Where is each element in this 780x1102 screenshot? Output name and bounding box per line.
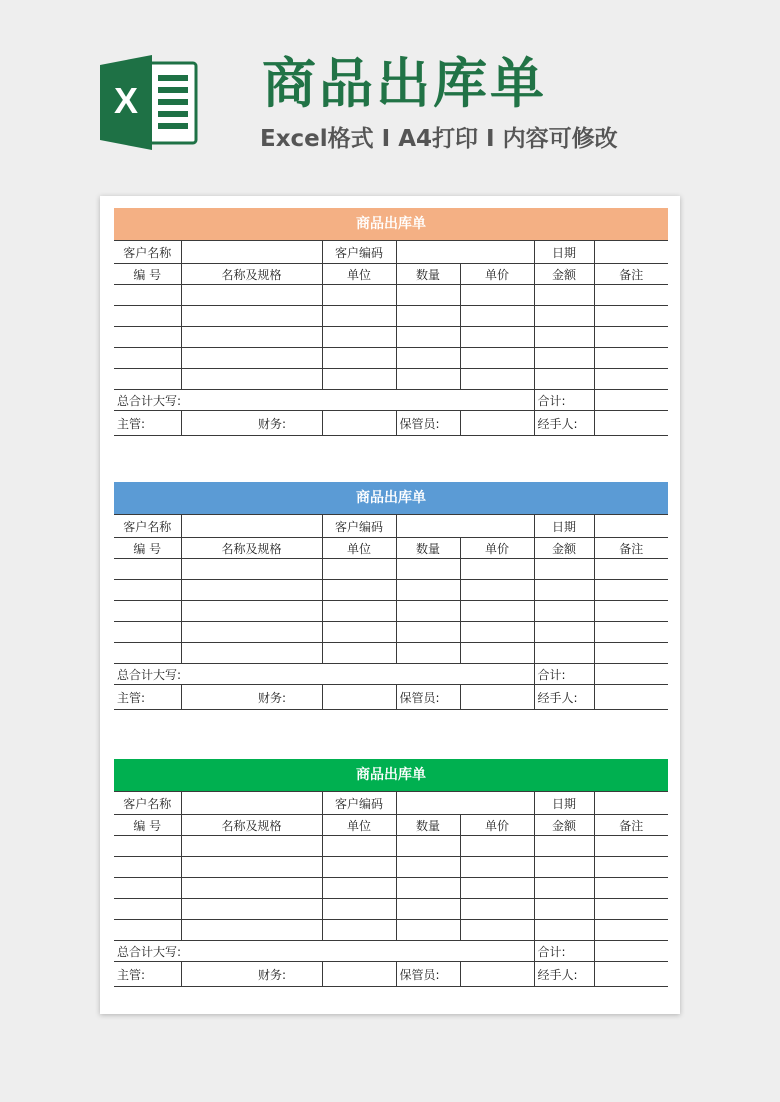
price-cell[interactable] [460, 878, 534, 899]
qty-cell[interactable] [396, 622, 460, 643]
price-cell[interactable] [460, 327, 534, 348]
price-cell[interactable] [460, 920, 534, 941]
customer-code-label: 客户编码 [322, 241, 396, 264]
col-header: 数量 [396, 538, 460, 559]
price-cell[interactable] [460, 836, 534, 857]
code-cell[interactable] [114, 580, 181, 601]
unit-cell[interactable] [322, 878, 396, 899]
amount-cell[interactable] [534, 559, 594, 580]
note-cell[interactable] [594, 327, 668, 348]
amount-cell[interactable] [534, 622, 594, 643]
unit-cell[interactable] [322, 327, 396, 348]
table-row [114, 369, 668, 390]
date-label: 日期 [534, 515, 594, 538]
date-field[interactable] [594, 792, 668, 815]
note-cell[interactable] [594, 622, 668, 643]
keeper-label: 保管员: [396, 685, 460, 710]
price-cell[interactable] [460, 348, 534, 369]
page-header [0, 0, 780, 180]
customer-row [114, 792, 668, 815]
total-row [114, 390, 668, 411]
price-cell[interactable] [460, 622, 534, 643]
code-cell[interactable] [114, 899, 181, 920]
finance-field[interactable] [322, 685, 396, 710]
qty-cell[interactable] [396, 878, 460, 899]
signature-row [114, 685, 668, 710]
price-cell[interactable] [460, 306, 534, 327]
note-cell[interactable] [594, 899, 668, 920]
unit-cell[interactable] [322, 836, 396, 857]
finance-field[interactable] [322, 962, 396, 987]
total-words-label: 总合计大写: [114, 941, 534, 962]
table-row [114, 348, 668, 369]
form-title-band: 商品出库单 [114, 759, 668, 791]
code-cell[interactable] [114, 857, 181, 878]
col-header: 备注 [594, 264, 668, 285]
col-header: 名称及规格 [181, 264, 322, 285]
spec-cell[interactable] [181, 878, 322, 899]
spec-cell[interactable] [181, 369, 322, 390]
customer-row [114, 515, 668, 538]
column-header-row [114, 815, 668, 836]
unit-cell[interactable] [322, 580, 396, 601]
price-cell[interactable] [460, 580, 534, 601]
qty-cell[interactable] [396, 285, 460, 306]
column-header-row [114, 538, 668, 559]
price-cell[interactable] [460, 601, 534, 622]
code-cell[interactable] [114, 348, 181, 369]
code-cell[interactable] [114, 920, 181, 941]
note-cell[interactable] [594, 306, 668, 327]
code-cell[interactable] [114, 285, 181, 306]
total-row [114, 664, 668, 685]
table-row [114, 878, 668, 899]
col-header: 单位 [322, 264, 396, 285]
total-field[interactable] [594, 941, 668, 962]
qty-cell[interactable] [396, 836, 460, 857]
unit-cell[interactable] [322, 306, 396, 327]
date-label: 日期 [534, 241, 594, 264]
spec-cell[interactable] [181, 622, 322, 643]
price-cell[interactable] [460, 899, 534, 920]
finance-label: 财务: [255, 411, 322, 436]
note-cell[interactable] [594, 285, 668, 306]
excel-logo-icon [100, 55, 200, 150]
customer-name-field[interactable] [181, 515, 322, 538]
finance-label: 财务: [255, 962, 322, 987]
keeper-label: 保管员: [396, 411, 460, 436]
table-row [114, 920, 668, 941]
finance-label: 财务: [255, 685, 322, 710]
col-header: 数量 [396, 815, 460, 836]
amount-cell[interactable] [534, 348, 594, 369]
qty-cell[interactable] [396, 899, 460, 920]
unit-cell[interactable] [322, 857, 396, 878]
date-label: 日期 [534, 792, 594, 815]
unit-cell[interactable] [322, 601, 396, 622]
handler-label: 经手人: [534, 685, 594, 710]
outbound-form-3 [114, 759, 668, 987]
note-cell[interactable] [594, 836, 668, 857]
spec-cell[interactable] [181, 559, 322, 580]
total-words-label: 总合计大写: [114, 664, 534, 685]
customer-name-label: 客户名称 [114, 515, 181, 538]
keeper-field[interactable] [460, 685, 534, 710]
amount-cell[interactable] [534, 836, 594, 857]
finance-field[interactable] [322, 411, 396, 436]
date-field[interactable] [594, 515, 668, 538]
signature-row [114, 411, 668, 436]
col-header: 金额 [534, 815, 594, 836]
amount-cell[interactable] [534, 369, 594, 390]
table-row [114, 899, 668, 920]
code-cell[interactable] [114, 601, 181, 622]
qty-cell[interactable] [396, 601, 460, 622]
handler-field[interactable] [594, 962, 668, 987]
code-cell[interactable] [114, 622, 181, 643]
svg-text:X: X [113, 80, 139, 121]
note-cell[interactable] [594, 580, 668, 601]
amount-cell[interactable] [534, 920, 594, 941]
handler-field[interactable] [594, 411, 668, 436]
handler-field[interactable] [594, 685, 668, 710]
supervisor-field[interactable] [181, 685, 255, 710]
price-cell[interactable] [460, 857, 534, 878]
spec-cell[interactable] [181, 285, 322, 306]
amount-cell[interactable] [534, 601, 594, 622]
outbound-form-1 [114, 208, 668, 436]
qty-cell[interactable] [396, 857, 460, 878]
paper-sheet [100, 196, 680, 1014]
customer-code-label: 客户编码 [322, 515, 396, 538]
unit-cell[interactable] [322, 920, 396, 941]
amount-cell[interactable] [534, 878, 594, 899]
page-title: 商品出库单 [262, 52, 547, 115]
table-row [114, 857, 668, 878]
supervisor-field[interactable] [181, 962, 255, 987]
col-header: 编 号 [114, 264, 181, 285]
table-row [114, 601, 668, 622]
form-title-band: 商品出库单 [114, 482, 668, 514]
total-field[interactable] [594, 390, 668, 411]
date-field[interactable] [594, 241, 668, 264]
price-cell[interactable] [460, 369, 534, 390]
total-label: 合计: [534, 941, 594, 962]
col-header: 单位 [322, 815, 396, 836]
note-cell[interactable] [594, 878, 668, 899]
customer-name-field[interactable] [181, 241, 322, 264]
amount-cell[interactable] [534, 643, 594, 664]
amount-cell[interactable] [534, 285, 594, 306]
col-header: 单价 [460, 815, 534, 836]
unit-cell[interactable] [322, 559, 396, 580]
code-cell[interactable] [114, 643, 181, 664]
unit-cell[interactable] [322, 622, 396, 643]
spec-cell[interactable] [181, 348, 322, 369]
price-cell[interactable] [460, 285, 534, 306]
qty-cell[interactable] [396, 348, 460, 369]
col-header: 编 号 [114, 815, 181, 836]
spec-cell[interactable] [181, 643, 322, 664]
total-words-label: 总合计大写: [114, 390, 534, 411]
table-row [114, 285, 668, 306]
customer-name-field[interactable] [181, 792, 322, 815]
col-header: 单位 [322, 538, 396, 559]
table-row [114, 327, 668, 348]
amount-cell[interactable] [534, 857, 594, 878]
qty-cell[interactable] [396, 643, 460, 664]
supervisor-label: 主管: [114, 962, 181, 987]
note-cell[interactable] [594, 601, 668, 622]
code-cell[interactable] [114, 559, 181, 580]
note-cell[interactable] [594, 369, 668, 390]
qty-cell[interactable] [396, 306, 460, 327]
customer-name-label: 客户名称 [114, 792, 181, 815]
qty-cell[interactable] [396, 580, 460, 601]
table-row [114, 622, 668, 643]
form-table [114, 791, 668, 987]
supervisor-label: 主管: [114, 685, 181, 710]
supervisor-field[interactable] [181, 411, 255, 436]
keeper-label: 保管员: [396, 962, 460, 987]
table-row [114, 559, 668, 580]
spec-cell[interactable] [181, 836, 322, 857]
total-field[interactable] [594, 664, 668, 685]
customer-code-label: 客户编码 [322, 792, 396, 815]
col-header: 单价 [460, 538, 534, 559]
unit-cell[interactable] [322, 899, 396, 920]
note-cell[interactable] [594, 559, 668, 580]
col-header: 单价 [460, 264, 534, 285]
spec-cell[interactable] [181, 920, 322, 941]
total-row [114, 941, 668, 962]
handler-label: 经手人: [534, 411, 594, 436]
col-header: 金额 [534, 538, 594, 559]
spec-cell[interactable] [181, 899, 322, 920]
amount-cell[interactable] [534, 899, 594, 920]
form-table [114, 240, 668, 436]
amount-cell[interactable] [534, 306, 594, 327]
col-header: 数量 [396, 264, 460, 285]
spec-cell[interactable] [181, 327, 322, 348]
column-header-row [114, 264, 668, 285]
note-cell[interactable] [594, 348, 668, 369]
amount-cell[interactable] [534, 327, 594, 348]
price-cell[interactable] [460, 559, 534, 580]
code-cell[interactable] [114, 836, 181, 857]
col-header: 名称及规格 [181, 815, 322, 836]
note-cell[interactable] [594, 857, 668, 878]
customer-row [114, 241, 668, 264]
unit-cell[interactable] [322, 348, 396, 369]
col-header: 编 号 [114, 538, 181, 559]
page-subtitle: Excel格式 I A4打印 I 内容可修改 [260, 126, 618, 152]
code-cell[interactable] [114, 369, 181, 390]
unit-cell[interactable] [322, 285, 396, 306]
outbound-form-2 [114, 482, 668, 710]
customer-code-field[interactable] [396, 241, 534, 264]
col-header: 备注 [594, 538, 668, 559]
col-header: 备注 [594, 815, 668, 836]
unit-cell[interactable] [322, 643, 396, 664]
qty-cell[interactable] [396, 327, 460, 348]
total-label: 合计: [534, 664, 594, 685]
spec-cell[interactable] [181, 580, 322, 601]
handler-label: 经手人: [534, 962, 594, 987]
table-row [114, 643, 668, 664]
note-cell[interactable] [594, 920, 668, 941]
total-label: 合计: [534, 390, 594, 411]
customer-code-field[interactable] [396, 515, 534, 538]
form-title-band: 商品出库单 [114, 208, 668, 240]
customer-code-field[interactable] [396, 792, 534, 815]
qty-cell[interactable] [396, 920, 460, 941]
col-header: 名称及规格 [181, 538, 322, 559]
table-row [114, 836, 668, 857]
supervisor-label: 主管: [114, 411, 181, 436]
note-cell[interactable] [594, 643, 668, 664]
price-cell[interactable] [460, 643, 534, 664]
keeper-field[interactable] [460, 411, 534, 436]
spec-cell[interactable] [181, 601, 322, 622]
amount-cell[interactable] [534, 580, 594, 601]
form-table [114, 514, 668, 710]
table-row [114, 580, 668, 601]
unit-cell[interactable] [322, 369, 396, 390]
spec-cell[interactable] [181, 306, 322, 327]
keeper-field[interactable] [460, 962, 534, 987]
table-row [114, 306, 668, 327]
spec-cell[interactable] [181, 857, 322, 878]
qty-cell[interactable] [396, 369, 460, 390]
qty-cell[interactable] [396, 559, 460, 580]
signature-row [114, 962, 668, 987]
customer-name-label: 客户名称 [114, 241, 181, 264]
col-header: 金额 [534, 264, 594, 285]
code-cell[interactable] [114, 878, 181, 899]
code-cell[interactable] [114, 306, 181, 327]
code-cell[interactable] [114, 327, 181, 348]
